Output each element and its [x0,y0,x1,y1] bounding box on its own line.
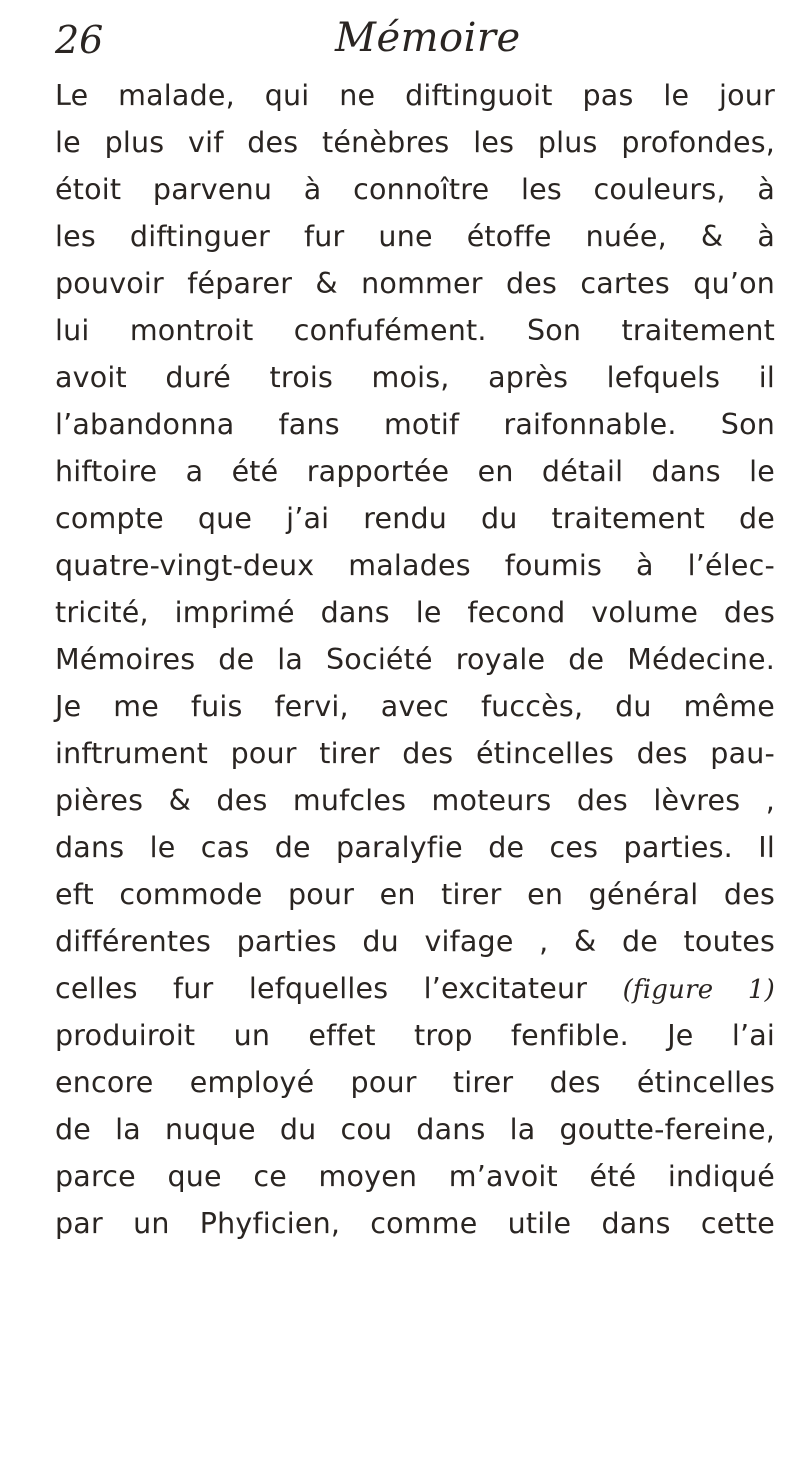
text-line: par un Phyficien, comme utile dans cette [55,1207,775,1240]
text-line: encore employé pour tirer des étincelles [55,1066,775,1099]
text-line: dans le cas de paralyfie de ces parties. Il [55,831,775,864]
text-line: l’abandonna fans motif raifonnable. Son [55,408,775,441]
text-line: tricité, imprimé dans le fecond volume des [55,596,775,629]
running-title: Mémoire [335,15,521,61]
text-line: les diftinguer fur une étoffe nuée, & à [55,220,775,253]
body-text [55,72,775,1247]
text-line: étoit parvenu à connoître les couleurs, à [55,173,775,206]
text-line: avoit duré trois mois, après lefquels il [55,361,775,394]
text-line: eft commode pour en tirer en général des [55,878,775,911]
running-head [55,10,755,70]
text-line: Mémoires de la Société royale de Médecine. [55,643,775,676]
page-number: 26 [55,18,104,62]
text-line: Je me fuis fervi, avec fuccès, du même [55,690,775,723]
text-line-segment: celles fur lefquelles l’excitateur [55,972,588,1005]
text-line: de la nuque du cou dans la goutte-fereine, [55,1113,775,1146]
text-line: compte que j’ai rendu du traitement de [55,502,775,535]
text-line: inftrument pour tirer des étincelles des pau- [55,737,775,770]
text-line: parce que ce moyen m’avoit été indiqué [55,1160,775,1193]
figure-reference: (figure 1) [622,975,775,1005]
text-line: produiroit un effet trop fenfible. Je l’ai [55,1019,775,1052]
text-line-with-figure-ref [55,965,775,1012]
text-line: le plus vif des ténèbres les plus profondes, [55,126,775,159]
text-line: différentes parties du vifage , & de toutes [55,925,775,958]
text-line: Le malade, qui ne diftinguoit pas le jour [55,79,775,112]
text-line: lui montroit confufément. Son traitement [55,314,775,347]
text-line: hiftoire a été rapportée en détail dans le [55,455,775,488]
text-line: pières & des mufcles moteurs des lèvres , [55,784,775,817]
text-line: pouvoir féparer & nommer des cartes qu’on [55,267,775,300]
text-line: quatre-vingt-deux malades foumis à l’élec- [55,549,775,582]
